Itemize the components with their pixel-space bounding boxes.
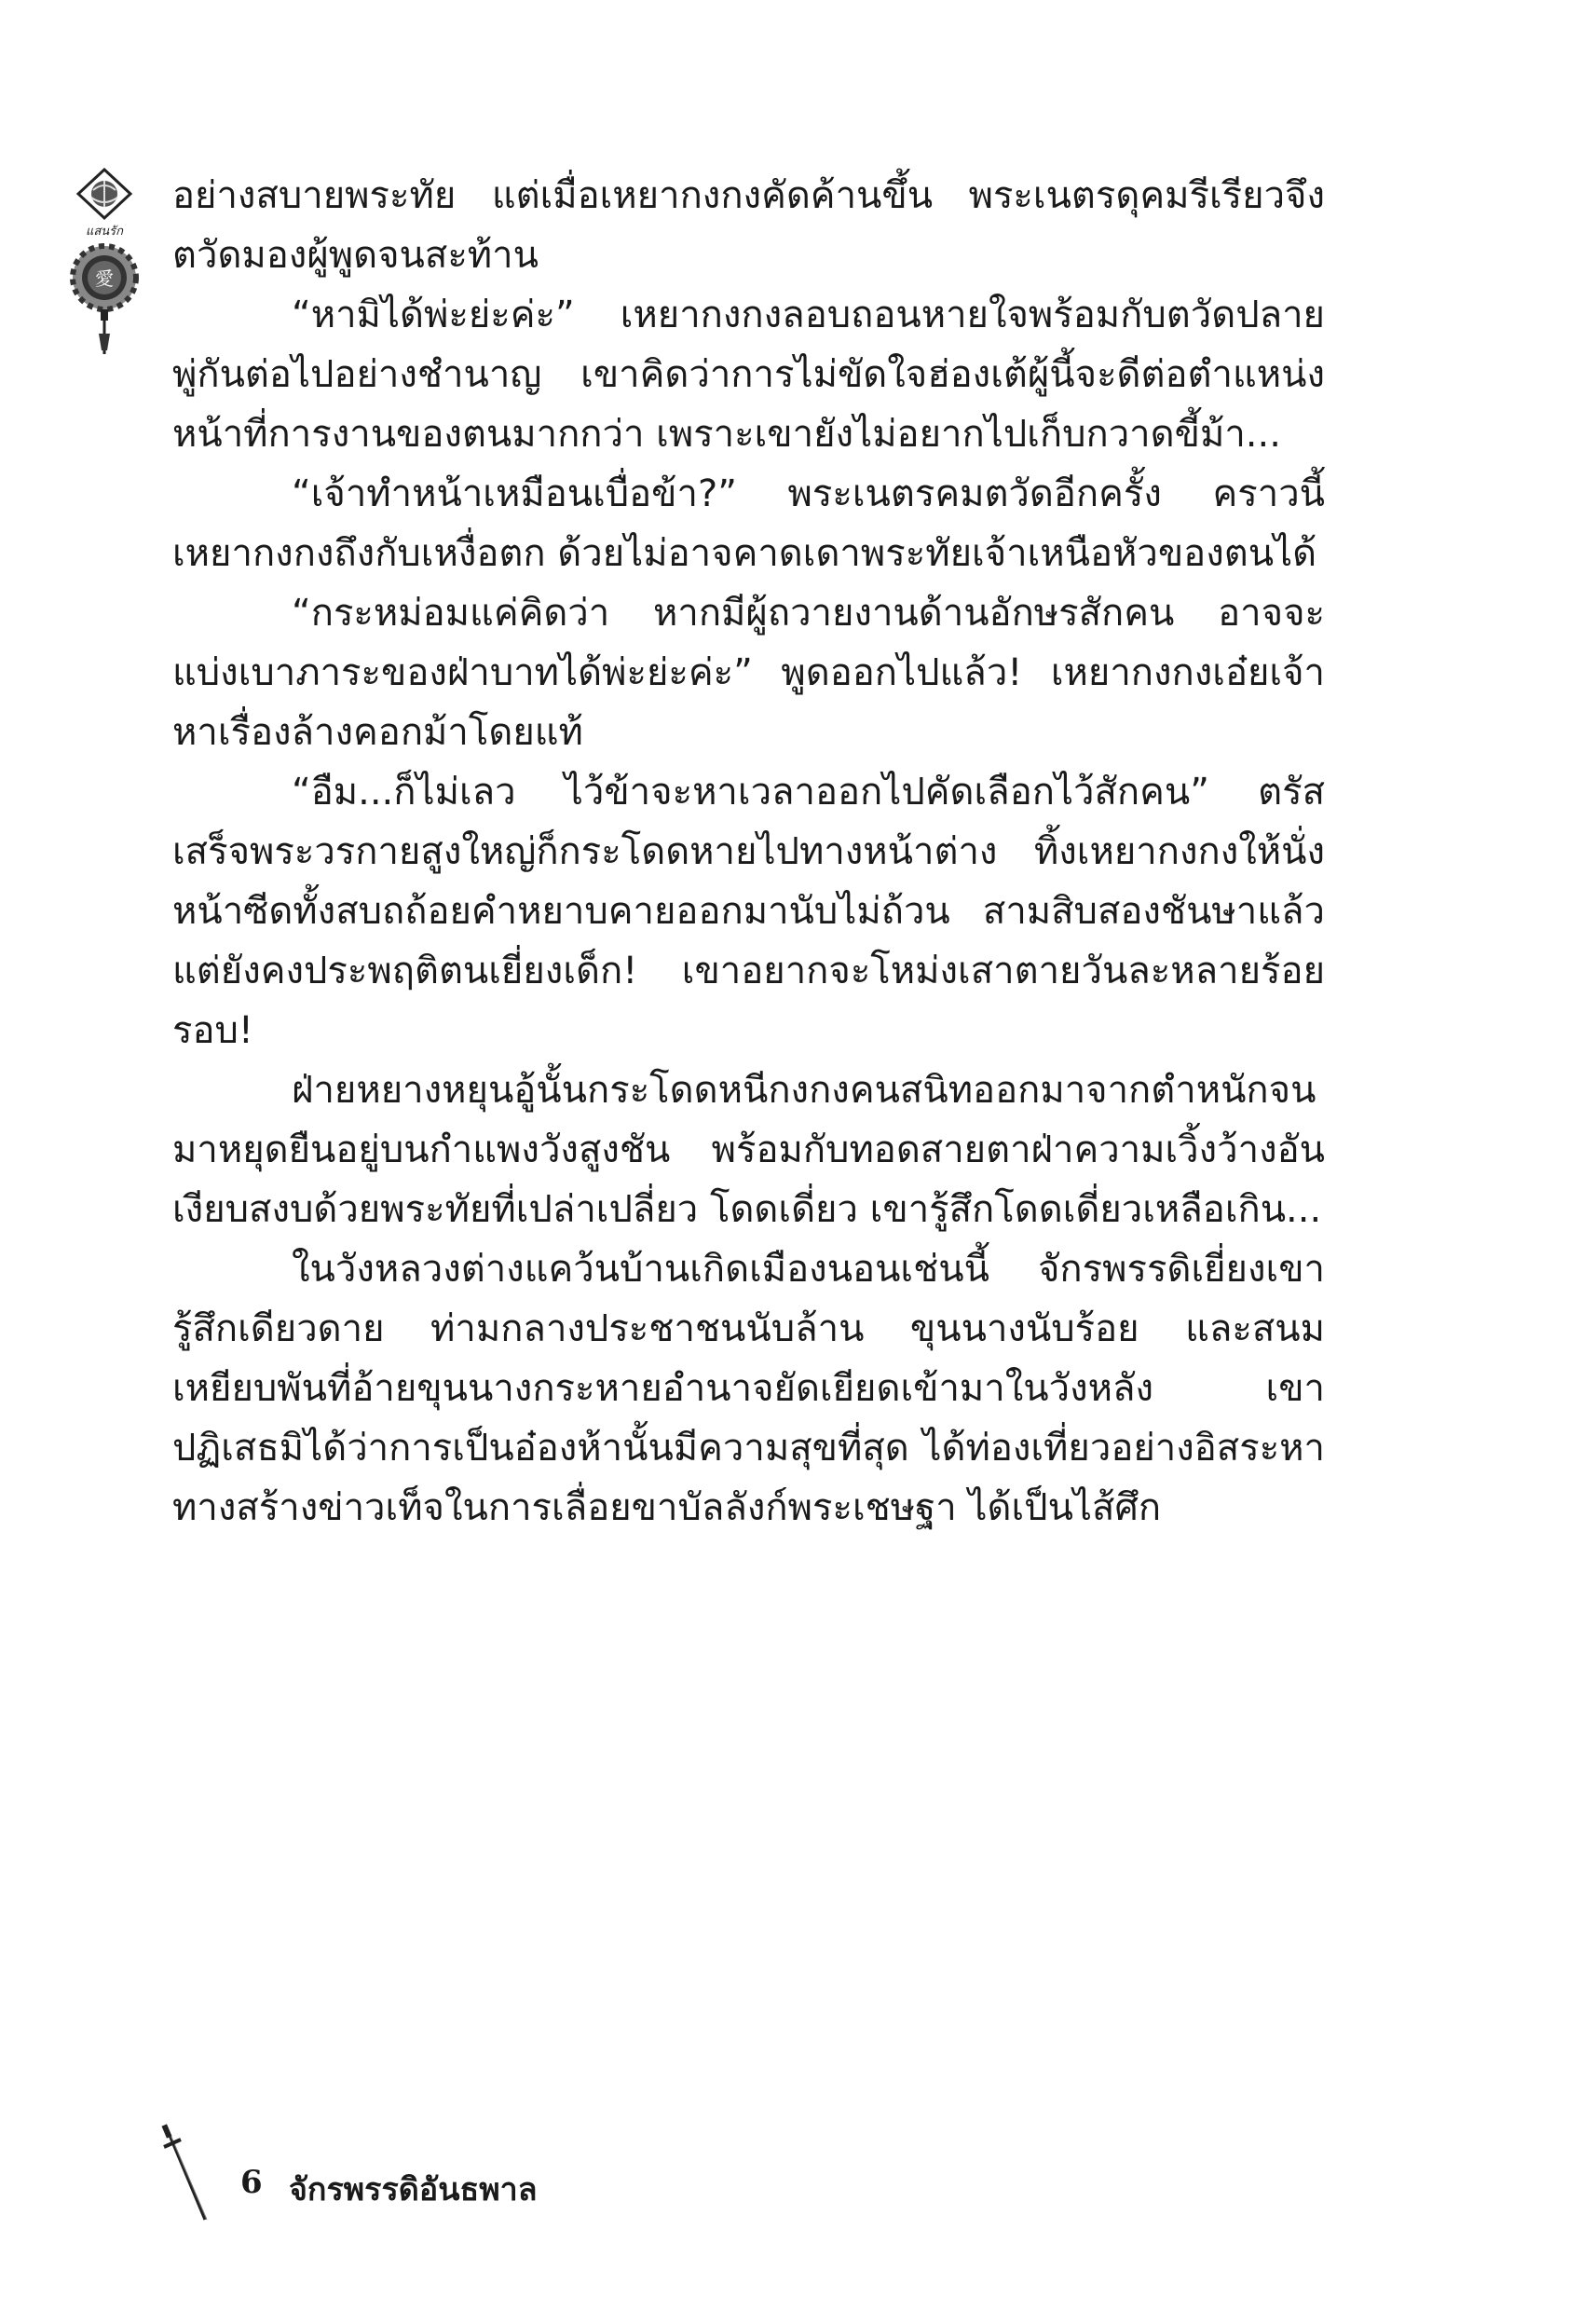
sword-icon (158, 2123, 214, 2225)
publisher-logo (63, 168, 145, 359)
paragraph: “เจ้าทำหน้าเหมือนเบื่อข้า?” พระเนตรคมตวัดอีกครั้ง คราวนี้เหยากงกงถึงกับเหงื่อตก ด้วยไม่อาจคาดเดาพระทัยเจ้าเหนือหัวของตนได้ (172, 472, 1325, 575)
paragraph: “อืม...ก็ไม่เลว ไว้ข้าจะหาเวลาออกไปคัดเลือกไว้สักคน” ตรัสเสร็จพระวรกายสูงใหญ่ก็กระโดดหายไปทางหน้าต่าง ทิ้งเหยากงกงให้นั่งหน้าซีดทั้งสบถถ้อยคำหยาบคายออกมานับไม่ถ้วน สามสิบสองชันษาแล้ว แต่ยังคงประพฤติตนเยี่ยงเด็ก! เขาอยากจะโหม่งเสาตายวันละหลายร้อยรอบ! (172, 771, 1325, 1052)
paragraph: ฝ่ายหยางหยุนอู้นั้นกระโดดหนีกงกงคนสนิทออกมาจากตำหนักจนมาหยุดยืนอยู่บนกำแพงวังสูงชัน พร้อมกับทอดสายตาฝ่าความเวิ้งว้างอันเงียบสงบด้วยพระทัยที่เปล่าเปลี่ยว โดดเดี่ยว เขารู้สึกโดดเดี่ยวเหลือเกิน... (172, 1069, 1325, 1231)
paragraph: “หามิได้พ่ะย่ะค่ะ” เหยากงกงลอบถอนหายใจพร้อมกับตวัดปลายพู่กันต่อไปอย่างชำนาญ เขาคิดว่าการไม่ขัดใจฮ่องเต้ผู้นี้จะดีต่อตำแหน่งหน้าที่การงานของตนมากกว่า เพราะเขายังไม่อยากไปเก็บกวาดขี้ม้า... (172, 294, 1325, 456)
publisher-logo-graphic (63, 168, 145, 359)
body-text (172, 166, 1325, 1538)
page-footer (158, 2123, 811, 2225)
logo-emblem-text: 愛 (95, 267, 114, 290)
paragraph: อย่างสบายพระทัย แต่เมื่อเหยากงกงคัดค้านขึ้น พระเนตรดุคมรีเรียวจึงตวัดมองผู้พูดจนสะท้าน (172, 174, 1325, 277)
paragraph: “กระหม่อมแค่คิดว่า หากมีผู้ถวายงานด้านอักษรสักคน อาจจะแบ่งเบาภาระของฝ่าบาทได้พ่ะย่ะค่ะ” พูดออกไปแล้ว! เหยากงกงเอ๋ยเจ้าหาเรื่องล้างคอกม้าโดยแท้ (172, 592, 1325, 754)
book-title: จักรพรรดิอันธพาล (289, 2171, 538, 2208)
paragraph: ในวังหลวงต่างแคว้นบ้านเกิดเมืองนอนเช่นนี้ จักรพรรดิเยี่ยงเขารู้สึกเดียวดาย ท่ามกลางประชาชนนับล้าน ขุนนางนับร้อย และสนมเหยียบพันที่อ้ายขุนนางกระหายอำนาจยัดเยียดเข้ามาในวังหลัง เขาปฏิเสธมิได้ว่าการเป็นอ๋องห้านั้นมีความสุขที่สุด ได้ท่องเที่ยวอย่างอิสระหาทางสร้างข่าวเท็จในการเลื่อยขาบัลลังก์พระเชษฐา ได้เป็นไส้ศึก (172, 1248, 1325, 1529)
page-number: 6 (240, 2164, 263, 2201)
logo-label: แสนรัก (85, 225, 124, 239)
